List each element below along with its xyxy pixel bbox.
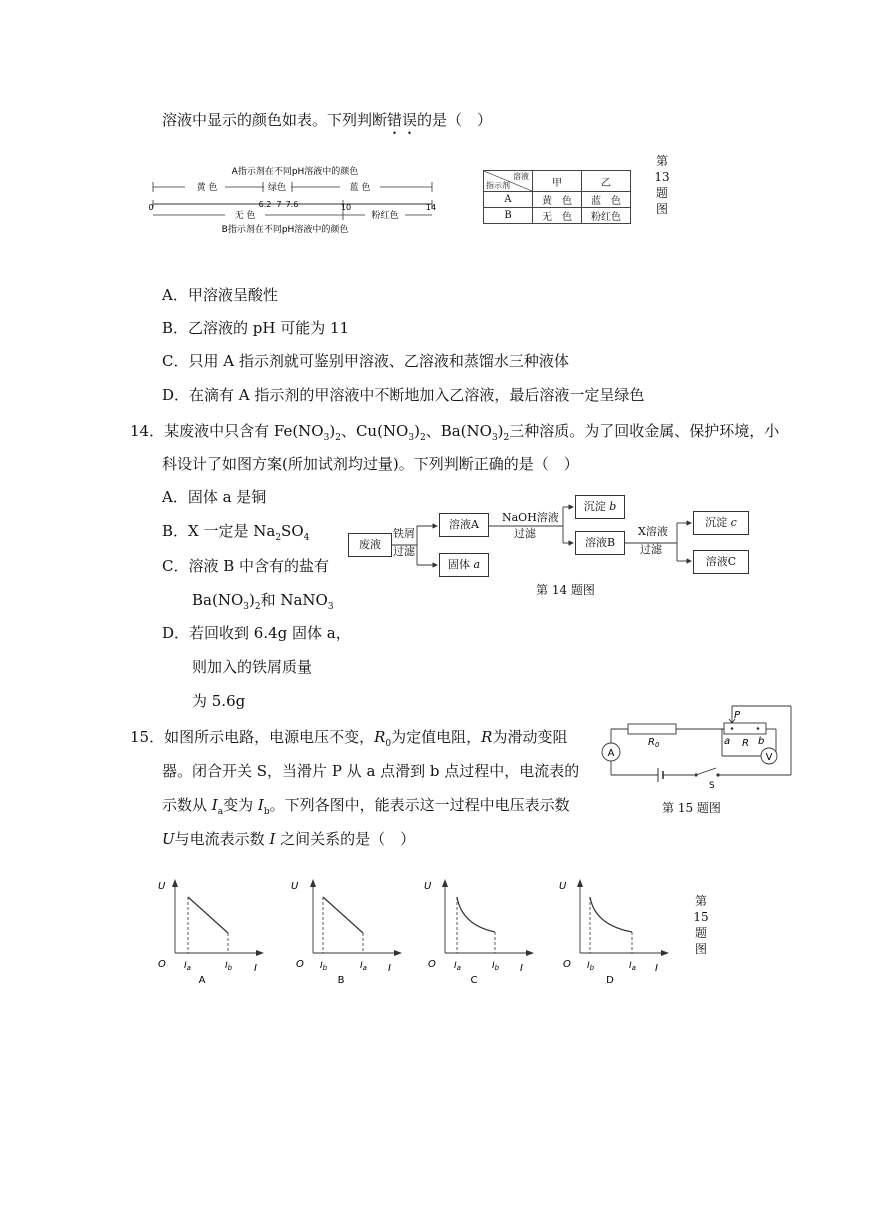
- q15-r: R: [481, 728, 493, 746]
- q13-ph-scale-diagram: [145, 160, 445, 240]
- q13-tick-6-2: 6.2: [258, 200, 272, 209]
- q13-tick-10: 10: [340, 203, 352, 212]
- q14-option-b-so: SO: [281, 522, 304, 540]
- q14-solid-a-var: a: [473, 558, 481, 571]
- q15-stem-line-2: 器。闭合开关 S，当滑片 P 从 a 点滑到 b 点过程中，电流表的: [162, 762, 580, 780]
- q14-option-a: A．固体 a 是铜: [162, 488, 267, 506]
- graph-c-origin: O: [428, 959, 436, 970]
- q14-option-d-line-3: 为 5.6g: [192, 692, 246, 710]
- q13-table-corner-top: 溶液: [513, 172, 529, 181]
- q14-option-b-sub-4: 4: [303, 533, 310, 543]
- graph-d-axis-i: I: [655, 963, 658, 974]
- q15-rheostat: [724, 723, 766, 734]
- q14-option-c-line-2: [192, 590, 334, 617]
- q15-voltmeter-label: V: [765, 752, 773, 763]
- q15-label-r: R: [742, 738, 749, 749]
- q13-stem-emphasis-2: 误: [402, 111, 418, 129]
- q14-sub-3a: 3: [323, 433, 330, 443]
- q13-option-b: B．乙溶液的 pH 可能为 11: [162, 319, 350, 337]
- graph-d-origin: O: [563, 959, 571, 970]
- q13-stem-emphasis-1: 错: [387, 111, 403, 129]
- q14-text-f: ): [497, 422, 504, 440]
- q13-table-row-a-c1: 黄 色: [533, 192, 582, 208]
- q14-step2-top: NaOH溶液: [502, 511, 559, 524]
- q15-graph-c: [420, 875, 540, 990]
- q15-text-b: 为定值电阻，: [391, 728, 482, 746]
- q15-ia: I: [211, 796, 218, 814]
- q13-option-a: A．甲溶液呈酸性: [162, 286, 278, 304]
- q15-graph-d: [555, 875, 675, 990]
- q14-option-c-ba: Ba(NO: [192, 591, 244, 609]
- q13-table-corner: [484, 171, 533, 192]
- q15-stem-line-1: [130, 727, 567, 754]
- graph-a-second: $I_b$: [225, 961, 233, 972]
- q13-table-row-b-name: B: [484, 208, 533, 224]
- graph-b-axis-u: U: [291, 881, 299, 892]
- q15-i: I: [269, 830, 276, 848]
- q15-text-a: 如图所示电路，电源电压不变，: [164, 728, 375, 746]
- q14-option-b-text: B．X 一定是 Na: [162, 522, 276, 540]
- q13-scale-a-green: 绿色: [267, 183, 287, 193]
- q15-stem-line-3: [162, 795, 570, 822]
- q15-circuit-diagram: [596, 700, 806, 790]
- q14-step1-top: 铁屑: [393, 527, 415, 540]
- q13-stem-prefix: 溶液中显示的颜色如表。下列判断: [162, 111, 388, 129]
- q14-box-solid-a: [439, 553, 489, 577]
- q14-option-b-sub-2: 2: [275, 533, 282, 543]
- q14-option-c-sub-3b: 3: [327, 602, 334, 612]
- graph-a-name: A: [198, 975, 206, 986]
- q15-label-b: b: [758, 736, 765, 747]
- q13-table-row-b-c2: 粉红色: [582, 208, 631, 224]
- q15-circuit-caption: 第 15 题图: [662, 801, 721, 815]
- q13-tick-0: 0: [148, 203, 154, 212]
- q13-scale-a-yellow: 黄 色: [196, 183, 218, 193]
- q15-text-b4: 之间关系的是（ ）: [280, 830, 416, 848]
- q14-box-solution-a: 溶液A: [439, 513, 489, 537]
- q14-box-solution-b: 溶液B: [575, 531, 625, 555]
- graph-d-second: $I_a$: [629, 961, 636, 972]
- q13-stem-suffix: 的是（ ）: [417, 111, 493, 129]
- q14-box-solution-c: 溶液C: [693, 550, 749, 574]
- q15-text-a4: 与电流表示数: [174, 830, 265, 848]
- q14-prec-c-var: c: [730, 516, 737, 529]
- q14-option-c-line-1: C．溶液 B 中含有的盐有: [162, 557, 330, 575]
- q14-box-waste: 废液: [348, 533, 392, 557]
- q14-text-a: 某废液中只含有 Fe(NO: [164, 422, 324, 440]
- graph-d-axis-u: U: [559, 881, 567, 892]
- graph-a-axis-i: I: [254, 963, 257, 974]
- q13-table-row-a-c2: 蓝 色: [582, 192, 631, 208]
- graph-b-first: $I_b$: [320, 961, 328, 972]
- q15-u: U: [162, 830, 175, 848]
- q14-option-c-paren: ): [248, 591, 255, 609]
- q14-sub-3b: 3: [408, 433, 415, 443]
- q13-side-label: 第13题图: [654, 154, 670, 216]
- graph-c-axis-u: U: [424, 881, 432, 892]
- q15-switch-label: S: [709, 781, 715, 790]
- q15-r0-resistor: [628, 724, 676, 734]
- q13-tick-7-6: 7.6: [285, 200, 299, 209]
- q15-graph-a: [150, 875, 270, 990]
- graph-d-first: $I_b$: [587, 961, 595, 972]
- q14-prec-b-var: b: [609, 500, 617, 513]
- q14-option-c-sub-2: 2: [254, 602, 261, 612]
- q15-ib-sub: b: [263, 807, 270, 817]
- q14-prec-b-label: 沉淀: [583, 500, 606, 513]
- q14-sub-2b: 2: [419, 433, 426, 443]
- q14-step3-bottom: 过滤: [640, 543, 662, 556]
- graph-c-first: $I_a$: [454, 961, 461, 972]
- q15-text-to: 变为: [223, 796, 254, 814]
- q15-side-label: 第15题图: [693, 894, 709, 956]
- q15-r0-sub: 0: [385, 739, 392, 749]
- q14-option-b: [162, 521, 309, 548]
- q13-scale-bottom-caption: B指示剂在不同pH溶液中的颜色: [221, 225, 349, 235]
- q14-step3-top: X溶液: [638, 525, 668, 538]
- q14-option-c-nano: 和 NaNO: [260, 591, 328, 609]
- q14-text-b: ): [329, 422, 336, 440]
- q15-slider-label: P: [734, 710, 741, 721]
- q14-text-g: 三种溶质。为了回收金属、保护环境，小: [509, 422, 780, 440]
- q14-option-c-sub-3a: 3: [243, 602, 249, 612]
- q14-option-d-line-1: D．若回收到 6.4g 固体 a，: [162, 624, 351, 642]
- q14-option-d-line-2: 则加入的铁屑质量: [192, 658, 313, 676]
- q14-text-d: ): [414, 422, 420, 440]
- q14-number: 14．: [130, 422, 165, 440]
- graph-b-origin: O: [296, 959, 304, 970]
- graph-b-name: B: [337, 975, 345, 986]
- q14-text-c: 、Cu(NO: [340, 422, 409, 440]
- graph-c-second: $I_b$: [492, 961, 500, 972]
- q13-table-col-2: 乙: [582, 171, 631, 192]
- q14-figure-caption: 第 14 题图: [536, 583, 595, 597]
- q14-sub-2c: 2: [503, 433, 510, 443]
- q14-box-precipitate-c: [693, 511, 749, 535]
- q14-sub-3c: 3: [491, 433, 498, 443]
- q14-box-precipitate-b: [575, 495, 625, 519]
- q15-text-c3: 。下列各图中，能表示这一过程中电压表示数: [269, 796, 570, 814]
- q15-label-a: a: [724, 736, 731, 747]
- q14-step1-bottom: 过滤: [393, 545, 415, 558]
- q14-text-e: 、Ba(NO: [425, 422, 492, 440]
- q15-number: 15．: [130, 728, 165, 746]
- q14-solid-a-label: 固体: [447, 558, 470, 571]
- q13-stem: [162, 110, 492, 130]
- q13-table-col-1: 甲: [533, 171, 582, 192]
- q13-scale-a-blue: 蓝 色: [349, 183, 371, 193]
- graph-a-origin: O: [158, 959, 166, 970]
- graph-b-second: $I_a$: [360, 961, 367, 972]
- q13-tick-14: 14: [425, 203, 437, 212]
- q15-ammeter-label: A: [607, 748, 615, 759]
- q14-sub-2a: 2: [335, 433, 341, 443]
- q15-graph-b: [288, 875, 408, 990]
- graph-b-axis-i: I: [388, 963, 391, 974]
- q13-table-row-b-c1: 无 色: [533, 208, 582, 224]
- q14-stem-line-2: 科设计了如图方案(所加试剂均过量)。下列判断正确的是（ ）: [162, 455, 579, 473]
- q13-table-row-a-name: A: [484, 192, 533, 208]
- graph-a-first: $I_a$: [184, 961, 191, 972]
- q13-table-corner-bottom: 指示剂: [486, 181, 510, 190]
- q13-tick-7: 7: [276, 200, 282, 209]
- q15-ia-sub: a: [217, 807, 224, 817]
- q14-prec-c-label: 沉淀: [705, 516, 728, 529]
- q15-stem-line-4: [162, 829, 415, 849]
- q13-option-c: C．只用 A 指示剂就可鉴别甲溶液、乙溶液和蒸馏水三种液体: [162, 352, 569, 370]
- q13-option-d: D．在滴有 A 指示剂的甲溶液中不断地加入乙溶液，最后溶液一定呈绿色: [162, 386, 645, 404]
- q15-r0-label: $R_0$: [648, 737, 660, 749]
- graph-d-name: D: [606, 975, 614, 986]
- q13-scale-b-pink: 粉红色: [371, 211, 399, 221]
- q13-indicator-table: [483, 170, 631, 224]
- q15-ib: I: [257, 796, 264, 814]
- q14-stem-line-1: [130, 421, 779, 448]
- graph-c-axis-i: I: [520, 963, 523, 974]
- table-row: [484, 208, 631, 224]
- q14-step2-bottom: 过滤: [514, 527, 536, 540]
- graph-c-name: C: [470, 975, 478, 986]
- q13-scale-b-colorless: 无 色: [234, 211, 256, 221]
- q13-scale-top-caption: A指示剂在不同pH溶液中的颜色: [231, 167, 359, 177]
- graph-a-axis-u: U: [158, 881, 166, 892]
- q15-text-from: 示数从: [162, 796, 208, 814]
- q15-text-c: 为滑动变阻: [492, 728, 568, 746]
- table-row: [484, 192, 631, 208]
- q15-r0: R: [374, 728, 386, 746]
